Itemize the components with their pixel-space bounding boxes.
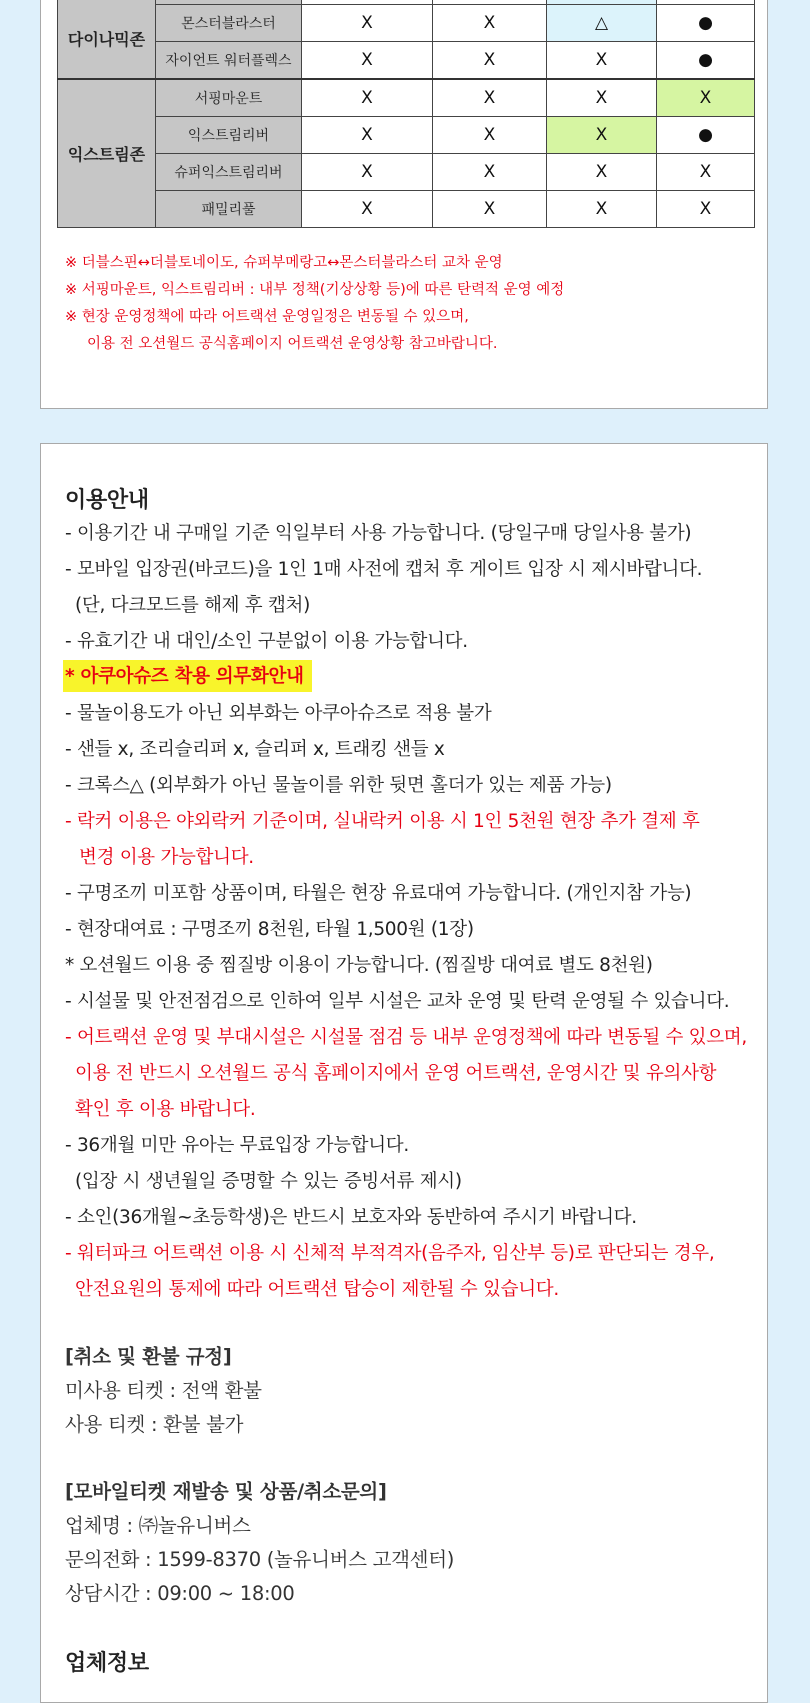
mark-cell: X xyxy=(302,42,433,80)
table-row xyxy=(58,79,755,117)
mark-cell: X xyxy=(302,5,433,42)
mark-cell: X xyxy=(302,79,433,117)
table-row xyxy=(58,42,755,80)
mark-cell: △ xyxy=(547,5,657,42)
mark-cell: X xyxy=(657,79,755,117)
contact-hours: 상담시간 : 09:00 ~ 18:00 xyxy=(65,1582,295,1605)
info-line: - 구명조끼 미포함 상품이며, 타월은 현장 유료대여 가능합니다. (개인지참 가능) xyxy=(65,883,692,904)
mark-cell: X xyxy=(547,42,657,80)
mark-cell: X xyxy=(433,79,547,117)
info-line-red: 안전요원의 통제에 따라 어트랙션 탑승이 제한될 수 있습니다. xyxy=(75,1279,559,1300)
info-line-red: - 락커 이용은 야외락커 기준이며, 실내락커 이용 시 1인 5천원 현장 추가 결제 후 xyxy=(65,811,700,832)
zone-dynamic: 다이나믹존 xyxy=(58,0,156,79)
info-line: - 샌들 x, 조리슬리퍼 x, 슬리퍼 x, 트래킹 샌들 x xyxy=(65,739,445,760)
usage-info-card xyxy=(40,443,768,1703)
mark-cell: ● xyxy=(657,5,755,42)
mark-cell: X xyxy=(433,5,547,42)
table-row xyxy=(58,5,755,42)
info-line: (단, 다크모드를 해제 후 캡처) xyxy=(75,595,311,616)
mark-cell: X xyxy=(433,191,547,228)
note-line: 이용 전 오션월드 공식홈페이지 어트랙션 운영상황 참고바랍니다. xyxy=(87,336,498,352)
zone-extreme: 익스트림존 xyxy=(58,79,156,228)
mark-cell: X xyxy=(547,191,657,228)
info-line-red: 이용 전 반드시 오션월드 공식 홈페이지에서 운영 어트랙션, 운영시간 및 유의사항 xyxy=(75,1063,717,1084)
info-line: - 시설물 및 안전점검으로 인하여 일부 시설은 교차 운영 및 탄력 운영될 수 있습니다. xyxy=(65,991,730,1012)
refund-used: 사용 티켓 : 환불 불가 xyxy=(65,1413,244,1436)
note-line: ※ 현장 운영정책에 따라 어트랙션 운영일정은 변동될 수 있으며, xyxy=(65,309,469,325)
mark-cell: X xyxy=(433,42,547,80)
mark-cell: X xyxy=(302,154,433,191)
info-line-red: - 어트랙션 운영 및 부대시설은 시설물 점검 등 내부 운영정책에 따라 변동될 수 있으며, xyxy=(65,1027,747,1048)
attraction-name: 몬스터블라스터 xyxy=(156,5,302,42)
mark-cell: X xyxy=(657,191,755,228)
note-line: ※ 더블스핀↔더블토네이도, 슈퍼부메랑고↔몬스터블라스터 교차 운영 xyxy=(65,255,503,271)
refund-unused: 미사용 티켓 : 전액 환불 xyxy=(65,1379,262,1402)
highlight-badge: * 아쿠아슈즈 착용 의무화안내 xyxy=(63,660,312,692)
section-title-usage: 이용안내 xyxy=(65,488,149,513)
attraction-name: 자이언트 워터플렉스 xyxy=(156,42,302,80)
refund-policy-title: [취소 및 환불 규정] xyxy=(65,1345,232,1368)
section-title-company: 업체정보 xyxy=(65,1651,149,1676)
info-line: (입장 시 생년월일 증명할 수 있는 증빙서류 제시) xyxy=(75,1171,462,1192)
info-line-red: 확인 후 이용 바랍니다. xyxy=(75,1099,256,1120)
info-line: - 36개월 미만 유아는 무료입장 가능합니다. xyxy=(65,1135,409,1156)
attraction-name: 익스트림리버 xyxy=(156,117,302,154)
operation-notes xyxy=(65,250,564,358)
note-line: ※ 서핑마운트, 익스트림리버 : 내부 정책(기상상황 등)에 따른 탄력적 운영 예정 xyxy=(65,282,565,298)
info-line-red: 변경 이용 가능합니다. xyxy=(79,847,254,868)
info-line: - 모바일 입장권(바코드)을 1인 1매 사전에 캡처 후 게이트 입장 시 제시바랍니다. xyxy=(65,559,703,580)
contact-company: 업체명 : ㈜놀유니버스 xyxy=(65,1514,251,1537)
info-line: - 소인(36개월~초등학생)은 반드시 보호자와 동반하여 주시기 바랍니다. xyxy=(65,1207,637,1228)
mark-cell: X xyxy=(302,191,433,228)
contact-title: [모바일티켓 재발송 및 상품/취소문의] xyxy=(65,1480,387,1503)
attraction-name: 서핑마운트 xyxy=(156,79,302,117)
info-line: - 현장대여료 : 구명조끼 8천원, 타월 1,500원 (1장) xyxy=(65,919,474,940)
attraction-name: 패밀리풀 xyxy=(156,191,302,228)
attraction-name: 슈퍼익스트림리버 xyxy=(156,154,302,191)
mark-cell: X xyxy=(547,117,657,154)
attraction-table xyxy=(57,0,755,228)
mark-cell: X xyxy=(657,154,755,191)
mark-cell: X xyxy=(433,117,547,154)
info-line: * 오션월드 이용 중 찜질방 이용이 가능합니다. (찜질방 대여료 별도 8천원) xyxy=(65,955,653,976)
mark-cell: ● xyxy=(657,42,755,80)
mark-cell: X xyxy=(547,154,657,191)
table-row xyxy=(58,117,755,154)
table-row xyxy=(58,191,755,228)
info-line: - 크록스△ (외부화가 아닌 물놀이를 위한 뒷면 홀더가 있는 제품 가능) xyxy=(65,775,612,796)
attraction-schedule-card xyxy=(40,0,768,409)
info-line: - 이용기간 내 구매일 기준 익일부터 사용 가능합니다. (당일구매 당일사용 불가) xyxy=(65,523,692,544)
mark-cell: ● xyxy=(657,117,755,154)
aqua-shoes-notice xyxy=(63,660,312,692)
info-line: - 유효기간 내 대인/소인 구분없이 이용 가능합니다. xyxy=(65,631,468,652)
mark-cell: X xyxy=(547,79,657,117)
info-line: - 물놀이용도가 아닌 외부화는 아쿠아슈즈로 적용 불가 xyxy=(65,703,492,724)
mark-cell: X xyxy=(302,117,433,154)
info-line-red: - 워터파크 어트랙션 이용 시 신체적 부적격자(음주자, 임산부 등)로 판단되는 경우, xyxy=(65,1243,715,1264)
mark-cell: X xyxy=(433,154,547,191)
table-row xyxy=(58,154,755,191)
contact-phone: 문의전화 : 1599-8370 (놀유니버스 고객센터) xyxy=(65,1548,455,1571)
